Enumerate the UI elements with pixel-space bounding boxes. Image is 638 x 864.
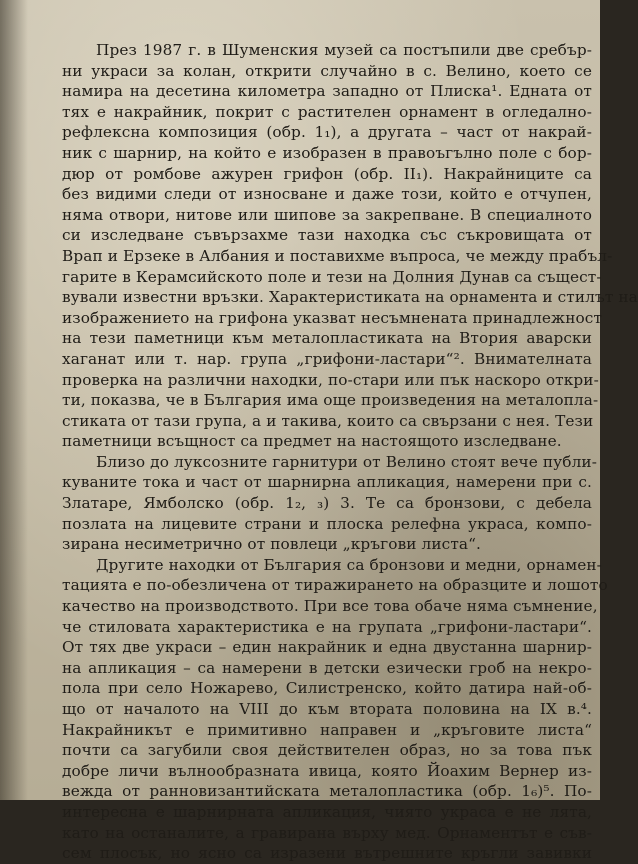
text-line: хаганат или т. нар. група „грифони-ластари“². Внимателната [62,349,592,368]
text-line: проверка на различни находки, по-стари или пък наскоро откри- [62,370,599,389]
text-line: си изследване съвързахме тази находка със съкровищата от [62,226,592,245]
text-line: куваните тока и част от шарнирна апликация, намерени при с. [62,473,592,492]
text-line: През 1987 г. в Шуменския музей са постъпили две сребър- [96,41,592,59]
text-line: тацията е по-обезличена от тиражирането на образците и лошото [62,576,608,595]
text-line: ни украси за колан, открити случайно в с. Велино, което се [62,61,592,80]
text-line: дюр от ромбове ажурен грифон (обр. II₁). Накрайниците са [62,164,592,183]
text-line: почти са загубили своя действителен образ, но за това пък [62,741,592,760]
text-line: като на останалите, а гравирана върху мед. Орнаментът е съв- [62,823,592,842]
text-line: сем плосък, но ясно са изразени вътрешните кръгли завивки [62,844,592,863]
text-line: От тях две украси – един накрайник и една двустанна шарнир- [62,638,592,657]
text-line: Златаре, Ямболско (обр. 1₂, ₃) 3. Те са бронзови, с дебела [62,494,592,513]
text-line: интересна е шарнирната апликация, чиято украса е не лята, [62,802,592,821]
text-line: Другите находки от България са бронзови и медни, орнамен- [96,555,602,574]
text-line: тях е накрайник, покрит с растителен орнамент в огледално- [62,102,592,121]
text-line: вували известни връзки. Характеристиката на орнамента и стилът на [62,288,638,307]
text-line: Врап и Ерзеке в Албания и поставихме въпроса, че между прабъл- [62,246,613,265]
text-line: качество на производството. При все това обаче няма съмнение, [62,597,598,616]
text-line: добре личи вълнообразната ивица, която Йоахим Вернер из- [62,761,592,780]
text-line: Накрайникът е примитивно направен и „кръговите листа“ [62,720,592,739]
text-line: няма отвори, нитове или шипове за закрепване. В специалното [62,205,592,224]
text-line: що от началото на VIII до към втората половина на IX в.⁴. [62,700,592,718]
text-line: без видими следи от износване и даже този, който е отчупен, [62,185,592,204]
text-line: зирана несиметрично от повлеци „кръгови листа“. [62,535,481,554]
text-line: Близо до луксозните гарнитури от Велино стоят вече публи- [96,452,597,471]
text-line: изображението на грифона указват несъмнената принадлежност [62,308,603,327]
text-line: ти, показва, че в България има още произведения на металопла- [62,391,599,410]
text-line: паметници всъщност са предмет на настоящото изследване. [62,432,562,451]
text-line: вежда от ранновизантийската металопластика (обр. 1₆)⁵. По- [62,782,592,801]
text-line: намира на десетина километра западно от Плиска¹. Едната от [62,82,592,101]
page-edge-shadow [0,0,28,800]
text-line: пола при село Ножарево, Силистренско, който датира най-об- [62,679,592,698]
body-text [62,40,638,864]
text-line: стиката от тази група, а и такива, които са свързани с нея. Тези [62,411,594,430]
text-line: рефлексна композиция (обр. 1₁), а другата – част от накрай- [62,123,592,142]
text-line: че стиловата характеристика е на групата „грифони-ластари“. [62,617,592,636]
text-line: позлата на лицевите страни и плоска релефна украса, компо- [62,514,592,533]
text-line: ник с шарнир, на който е изобразен в правоъгълно поле с бор- [62,143,592,162]
text-line: гарите в Керамсийското поле и тези на Долния Дунав са същест- [62,267,602,286]
text-line: на апликация – са намерени в детски езически гроб на некро- [62,658,592,677]
text-line: на тези паметници към металопластиката на Втория аварски [62,329,592,348]
